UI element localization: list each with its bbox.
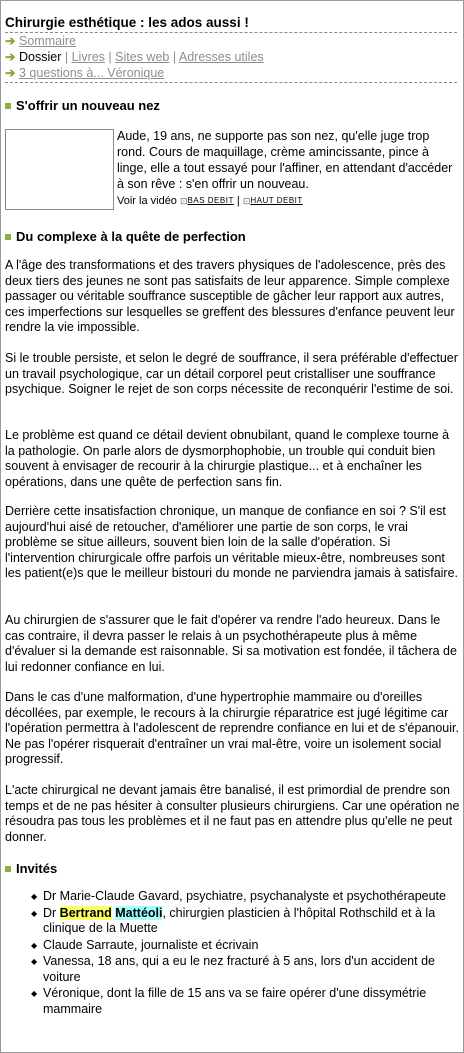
page-title: Chirurgie esthétique : les ados aussi ! xyxy=(5,15,249,30)
section-heading-nouveau-nez xyxy=(5,98,160,113)
video-camera-icon: ⊡ xyxy=(242,196,251,206)
guest-item: ◆ Claude Sarraute, journaliste et écrivain xyxy=(1,938,461,954)
nav-row-dossier xyxy=(5,50,264,65)
section-heading-text: Invités xyxy=(16,861,58,876)
arrow-right-icon: ➔ xyxy=(5,66,16,80)
guest-list xyxy=(1,889,461,1018)
guest-title: Dr xyxy=(43,905,60,920)
section-heading-invites xyxy=(5,861,57,876)
arrow-right-icon: ➔ xyxy=(5,34,16,48)
high-rate-link[interactable]: HAUT DEBIT xyxy=(250,196,303,205)
highlight-first-name: Bertrand xyxy=(59,905,112,920)
nav-separator: | xyxy=(108,50,112,64)
article-paragraph: Au chirurgien de s'assurer que le fait d'opérer va rendre l'ado heureux. Dans le cas contraire, il devra passer le relais à un psychothérapeute plus à même d'évaluer si la demande est raisonnable. Si sa motivation est fondée, il tâchera de lui redonner confiance en lui. xyxy=(5,613,457,674)
guest-description: , chirurgien plasticien à l'hôpital Rothschild et à la clinique de la Muette xyxy=(43,905,436,935)
nav-row-questions xyxy=(5,66,164,81)
sites-web-link[interactable]: Sites web xyxy=(115,50,170,64)
highlight-last-name: Mattéoli xyxy=(115,905,163,920)
square-bullet-icon xyxy=(5,103,11,109)
square-bullet-icon xyxy=(5,234,11,240)
square-bullet-icon xyxy=(5,866,11,872)
section-intro-text: Aude, 19 ans, ne supporte pas son nez, qu'elle juge trop rond. Cours de maquillage, crème amincissante, pince à linge, elle a tout essayé pour l'affiner, en attendant d'accéder à son rêve : s'en offrir un nouveau. xyxy=(117,129,453,191)
arrow-right-icon: ➔ xyxy=(5,50,16,64)
nav-divider xyxy=(5,82,457,83)
video-camera-icon: ⊡ xyxy=(180,196,188,206)
video-separator: | xyxy=(236,195,240,207)
guest-item-highlighted xyxy=(1,906,461,937)
article-paragraph: L'acte chirurgical ne devant jamais être banalisé, il est primordial de prendre son temps et de ne pas hésiter à consulter plusieurs chirurgiens. Car une opération ne résoudra pas tous les problèmes et il ne faut pas en attendre plus qu'elle ne peut donner. xyxy=(5,783,460,844)
guest-item: ◆ Dr Marie-Claude Gavard, psychiatre, psychanalyste et psychothérapeute xyxy=(1,889,461,905)
nav-separator: | xyxy=(64,50,69,64)
article-paragraph: Derrière cette insatisfaction chronique, un manque de confiance en soi ? S'il est aujourd'hui aisé de retoucher, d'améliorer une partie de son corps, le vrai problème se situe ailleurs, souvent bien loin de la salle d'opération. Si l'intervention chirurgicale offre parfois un véritable mieux-être, nombreuses sont les patient(e)s que le meilleur bistouri du monde ne parviendra jamais à satisfaire. xyxy=(5,504,459,580)
nav-separator: | xyxy=(172,50,177,64)
section-heading-text: Du complexe à la quête de perfection xyxy=(16,229,246,244)
title-divider xyxy=(5,32,457,33)
questions-link[interactable]: 3 questions à... Véronique xyxy=(19,66,165,80)
dossier-label: Dossier xyxy=(19,50,62,64)
guest-item: ◆ Véronique, dont la fille de 15 ans va se faire opérer d'une dissymétrie mammaire xyxy=(1,986,461,1017)
article-paragraph: Le problème est quand ce détail devient obnubilant, quand le complexe tourne à la pathologie. On parle alors de dysmorphophobie, un trouble qui conduit bien souvent à envisager de recourir à la chirurgie plastique... et à enchaîner les opérations, dans une quête de perfection sans fin. xyxy=(5,428,450,489)
video-thumbnail[interactable] xyxy=(5,129,114,210)
low-rate-link[interactable]: BAS DEBIT xyxy=(187,196,234,205)
article-paragraph: Si le trouble persiste, et selon le degré de souffrance, il sera préférable d'effectuer un travail psychologique, car un détail corporel peut cristalliser une souffrance psychique. Soigner le rejet de son corps nécessite de reconquérir l'estime de soi. xyxy=(5,351,458,396)
article-paragraph: A l'âge des transformations et des travers physiques de l'adolescence, près des deux tiers des jeunes ne sont pas satisfaits de leur apparence. Simple complexe passager ou véritable souffrance susceptible de gâcher leur rapport aux autres, ces imperfections sur lesquelles se greffent des blessures d'enfance peuvent leur rendre la vie impossible. xyxy=(5,258,455,334)
sommaire-link[interactable]: Sommaire xyxy=(19,34,76,48)
section-heading-text: S'offrir un nouveau nez xyxy=(16,98,160,113)
video-links xyxy=(117,195,303,207)
video-label: Voir la vidéo xyxy=(117,195,177,207)
nav-row-sommaire xyxy=(5,34,76,49)
guest-item: ◆ Vanessa, 18 ans, qui a eu le nez fracturé à 5 ans, lors d'un accident de voiture xyxy=(1,954,461,985)
adresses-utiles-link[interactable]: Adresses utiles xyxy=(178,50,264,64)
livres-link[interactable]: Livres xyxy=(71,50,105,64)
article-paragraph: Dans le cas d'une malformation, d'une hypertrophie mammaire ou d'oreilles décollées, par exemple, le recours à la chirurgie réparatrice est jugé légitime car l'opération permettra à l'adolescent de reprendre confiance en lui et de s'épanouir. Ne pas l'opérer risquerait d'entraîner un vrai mal-être, voire un isolement social progressif. xyxy=(5,690,459,766)
section-heading-complexe xyxy=(5,229,246,244)
